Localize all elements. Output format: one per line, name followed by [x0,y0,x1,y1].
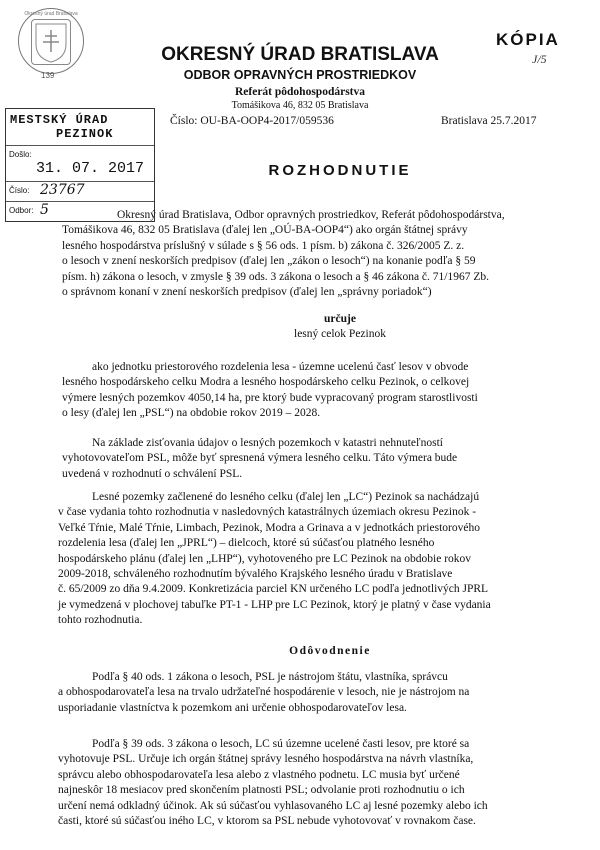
paragraph-line: tohto rozhodnutia. [58,614,143,627]
stamp-date-label: Došlo: [9,150,32,159]
copy-stamp: KÓPIA [496,30,560,49]
paragraph-2 [62,436,556,482]
paragraph-4 [58,670,556,716]
paragraph-line: a obhospodarovateľa lesa na trvalo udržateľné hospodárenie v lesoch, nie je nástrojom na [58,686,470,699]
paragraph-line: určení nemá odkladný účinok. Ak sú súčasťou vyhlasovaného LC aj lesné pozemky alebo ich [58,799,488,812]
paragraph-line: správcu alebo obhospodarovateľa lesa alebo z vlastného podnetu. LC musia byť určené [58,768,460,781]
paragraph-line: najneskôr 18 mesiacov pred skončením platnosti PSL; odvolanie proti rozhodnutiu o ich [58,784,465,797]
paragraph-line: o lesy (ďalej len „PSL“) na obdobie rokov 2019 – 2028. [62,407,321,420]
intro-line: Okresný úrad Bratislava, Odbor opravných prostriedkov, Referát pôdohospodárstva, [117,209,505,221]
paragraph-line: v čase vydania tohto rozhodnutia v nasledovných katastrálnych územiach okresu Pezinok - [58,506,477,519]
document-date: Bratislava 25.7.2017 [441,115,537,127]
intro-line: lesného hospodárstva príslušný v súlade s § 56 ods. 1 písm. b) zákona č. 326/2005 Z. z. [62,239,465,252]
decision-verb: určuje [324,313,356,325]
paragraph-line: je vymedzená v plochovej tabuľke PT-1 - LHP pre LC Pezinok, ktorý je platný v čase vydania [58,598,491,611]
paragraph-5 [58,737,556,829]
paragraph-line: 2009-2018, schváleného rozhodnutím bývalého Krajského lesného úradu v Bratislave [58,568,453,581]
stamp-town: PEZINOK [56,127,114,141]
paragraph-line: ako jednotku priestorového rozdelenia lesa - územne ucelenú časť lesov v obvode [92,361,469,373]
unit-name: Referát pôdohospodárstva [234,86,365,98]
paragraph-line: vyhotovuje PSL. Určuje ich orgán štátnej správy lesného hospodárstva na návrh vlastníka, [58,753,474,766]
intro-line: písm. h) zákona o lesoch, v zmysle § 39 ods. 3 zákona o lesoch a § 46 zákona č. 71/1967 Zb. [62,270,489,283]
paragraph-line: uvedená v rozhodnutí o schválení PSL. [62,467,243,480]
seal-number: 139 [41,71,55,80]
forest-unit-name: lesný celok Pezinok [294,328,386,340]
intro-paragraph [62,208,556,300]
stamp-office: MESTSKÝ ÚRAD [10,113,109,127]
reasoning-heading: Odôvodnenie [289,645,371,657]
department-name: ODBOR OPRAVNÝCH PROSTRIEDKOV [183,68,417,82]
paragraph-line: Podľa § 39 ods. 3 zákona o lesoch, LC sú územne ucelené časti lesov, pre ktoré sa [92,738,470,750]
stamp-number-value: 23767 [40,182,85,198]
stamp-dept-label: Odbor: [9,206,34,215]
paragraph-line: Podľa § 40 ods. 1 zákona o lesoch, PSL je nástrojom štátu, vlastníka, správcu [92,671,448,683]
stamp-number-label: Číslo: [9,186,30,195]
office-address: Tomášikova 46, 832 05 Bratislava [231,100,369,111]
intro-line: o lesoch v znení neskorších predpisov (ďalej len „zákon o lesoch“) na konanie podľa § 59 [62,255,476,268]
stamp-date-value: 31. 07. 2017 [36,160,145,177]
paragraph-line: hospodárskeho plánu (ďalej len „LHP“), vyhotoveného pre LC Pezinok na obdobie rokov [58,552,472,565]
paragraph-line: lesného hospodárskeho celku Modra a lesného hospodárskeho celku Pezinok, o celkovej [62,376,470,389]
paragraph-line: Veľké Tŕnie, Malé Tŕnie, Limbach, Pezinok, Modra a Grinava a v jednotkách priestorového [58,521,480,534]
paragraph-1 [62,360,556,422]
paragraph-line: Na základe zisťovania údajov o lesných pozemkoch v katastri nehnuteľností [92,437,443,449]
paragraph-line: výmere lesných pozemkov 4050,14 ha, pre ktorý bude vypracovaný program starostlivosti [62,391,478,404]
paragraph-line: rozdelenia lesa (ďalej len „JPRL“) – dielcoch, ktoré sú súčasťou platného lesného [58,537,435,550]
stamp-number-row [6,181,154,202]
paragraph-line: časti, ktoré sú súčasťou iného LC, v ktorom sa PSL nebude vyhotovovať v rovnakom čase. [58,815,476,828]
seal-text: Okresný úrad Bratislava [24,11,78,17]
document-title: ROZHODNUTIE [268,162,412,179]
intro-line: o správnom konaní v znení neskorších predpisov (ďalej len „správny poriadok“) [62,286,432,299]
paragraph-3 [58,490,556,629]
paragraph-line: Lesné pozemky začlenené do lesného celku (ďalej len „LC“) Pezinok sa nachádzajú [92,491,480,503]
intro-line: Tomášikova 46, 832 05 Bratislava (ďalej len „OÚ-BA-OOP4“) ako orgán štátnej správy [62,224,468,237]
paragraph-line: č. 65/2009 zo dňa 9.4.2009. Konkretizácia parciel KN určeného LC podľa jednotlivých JPRL [58,583,489,596]
copy-signature: J/5 [532,52,547,66]
paragraph-line: usporiadanie vlastníctva k pozemkom ani určenie obhospodarovateľov lesa. [58,701,407,714]
paragraph-line: vyhotovovateľom PSL, môže byť spresnená výmera lesného celku. Táto výmera bude [62,452,458,465]
office-name: OKRESNÝ ÚRAD BRATISLAVA [161,44,439,65]
stamp-dept-value: 5 [40,202,49,218]
reference-number: Číslo: OU-BA-OOP4-2017/059536 [170,115,334,127]
